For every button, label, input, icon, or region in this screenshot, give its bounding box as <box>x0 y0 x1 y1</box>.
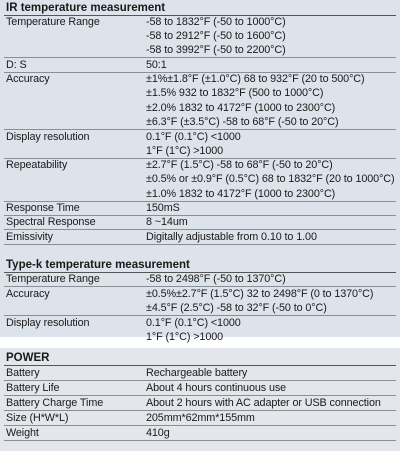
ir-ds-value: 50:1 <box>146 59 167 71</box>
typek-section-title: Type-k temperature measurement <box>6 259 190 271</box>
ir-temperature-range-value: -58 to 3992°F (-50 to 2200°C) <box>146 44 286 56</box>
power-battery-label: Battery <box>6 367 40 379</box>
typek-accuracy-value: ±0.5%±2.7°F (1.5°C) 32 to 2498°F (0 to 1370°C) <box>146 288 374 300</box>
row-divider <box>4 129 396 130</box>
row-divider <box>4 380 396 381</box>
ir-section-title: IR temperature measurement <box>6 2 166 14</box>
ir-display-resolution-label: Display resolution <box>6 131 90 143</box>
row-divider <box>4 410 396 411</box>
ir-response-time-value: 150mS <box>146 202 180 214</box>
ir-emissivity-value: Digitally adjustable from 0.10 to 1.00 <box>146 231 317 243</box>
row-divider <box>4 286 396 287</box>
ir-temperature-range-value: -58 to 2912°F (-50 to 1600°C) <box>146 30 286 42</box>
row-divider <box>4 315 396 316</box>
ir-display-resolution-value: 0.1°F (0.1°C) <1000 <box>146 131 241 143</box>
power-charge-time-value: About 2 hours with AC adapter or USB connection <box>146 397 381 409</box>
power-weight-label: Weight <box>6 427 39 439</box>
ir-repeatability-value: ±2.7°F (1.5°C) -58 to 68°F (-50 to 20°C) <box>146 159 333 171</box>
ir-repeatability-value: ±0.5% or ±0.9°F (0.5°C) 68 to 1832°F (20 to 1000°C) <box>146 173 395 185</box>
power-size-label: Size (H*W*L) <box>6 412 69 424</box>
row-divider <box>4 440 396 441</box>
ir-spectral-response-label: Spectral Response <box>6 216 96 228</box>
row-divider <box>4 425 396 426</box>
power-section-title: POWER <box>6 352 50 364</box>
ir-accuracy-value: ±1.5% 932 to 1832°F (500 to 1000°C) <box>146 87 324 99</box>
ir-ds-label: D: S <box>6 59 27 71</box>
row-divider <box>4 229 396 230</box>
power-battery-life-label: Battery Life <box>6 382 60 394</box>
typek-temperature-range-value: -58 to 2498°F (-50 to 1370°C) <box>146 273 286 285</box>
power-size-value: 205mm*62mm*155mm <box>146 412 255 424</box>
ir-accuracy-value: ±2.0% 1832 to 4172°F (1000 to 2300°C) <box>146 102 336 114</box>
ir-accuracy-value: ±6.3°F (±3.5°C) -58 to 68°F (-50 to 20°C) <box>146 116 339 128</box>
typek-display-resolution-value: 1°F (1°C) >1000 <box>146 331 224 343</box>
power-battery-value: Rechargeable battery <box>146 367 248 379</box>
ir-temperature-range-label: Temperature Range <box>6 16 100 28</box>
ir-repeatability-label: Repeatability <box>6 159 68 171</box>
typek-temperature-range-label: Temperature Range <box>6 273 100 285</box>
ir-repeatability-value: ±1.0% 1832 to 4172°F (1000 to 2300°C) <box>146 188 336 200</box>
power-charge-time-label: Battery Charge Time <box>6 397 104 409</box>
row-divider <box>4 395 396 396</box>
ir-response-time-label: Response Time <box>6 202 80 214</box>
row-divider <box>4 57 396 58</box>
typek-accuracy-label: Accuracy <box>6 288 50 300</box>
ir-display-resolution-value: 1°F (1°C) >1000 <box>146 145 224 157</box>
ir-spectral-response-value: 8 ~14um <box>146 216 188 228</box>
typek-display-resolution-value: 0.1°F (0.1°C) <1000 <box>146 317 241 329</box>
power-weight-value: 410g <box>146 427 170 439</box>
typek-accuracy-value: ±4.5°F (2.5°C) -58 to 32°F (-50 to 0°C) <box>146 302 327 314</box>
row-divider <box>4 244 396 245</box>
ir-temperature-range-value: -58 to 1832°F (-50 to 1000°C) <box>146 16 286 28</box>
power-battery-life-value: About 4 hours continuous use <box>146 382 287 394</box>
typek-display-resolution-label: Display resolution <box>6 317 90 329</box>
ir-accuracy-value: ±1%±1.8°F (±1.0°C) 68 to 932°F (20 to 500°C) <box>146 73 365 85</box>
ir-emissivity-label: Emissivity <box>6 231 53 243</box>
spec-panel-power <box>0 348 400 451</box>
section-divider <box>4 365 396 366</box>
ir-accuracy-label: Accuracy <box>6 73 50 85</box>
